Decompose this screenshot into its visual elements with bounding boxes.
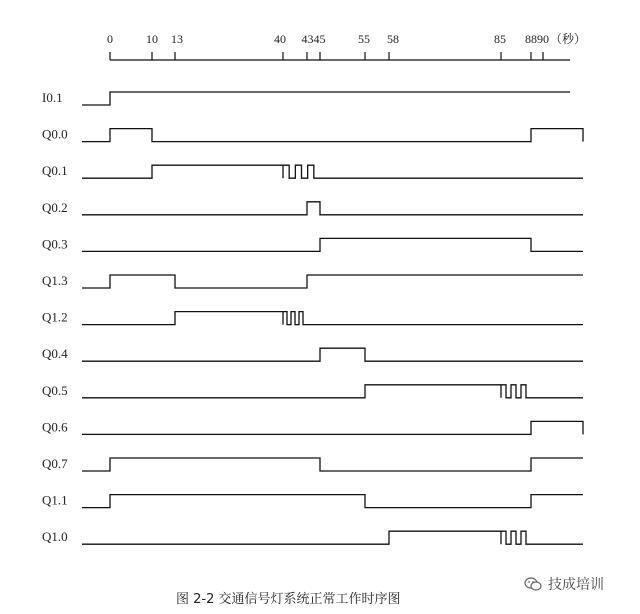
time-axis bbox=[107, 31, 586, 60]
signal-label: Q1.2 bbox=[42, 309, 68, 325]
watermark-text: 技成培训 bbox=[548, 577, 604, 593]
signal-waveform bbox=[82, 531, 583, 544]
signal-row bbox=[42, 236, 583, 251]
signal-row bbox=[42, 310, 583, 325]
axis-tick-label: 10 bbox=[146, 32, 158, 46]
axis-tick-label: 0 bbox=[107, 32, 113, 46]
axis-tick-label: 85 bbox=[494, 32, 506, 46]
signal-row bbox=[42, 90, 570, 105]
signal-row bbox=[42, 127, 583, 142]
signal-label: Q1.3 bbox=[42, 273, 68, 288]
signal-row bbox=[42, 419, 583, 434]
signal-label: Q0.4 bbox=[42, 346, 68, 362]
signal-row bbox=[42, 163, 583, 178]
signal-waveform bbox=[82, 385, 583, 398]
signal-waveform bbox=[82, 238, 583, 251]
signal-row bbox=[42, 200, 583, 215]
signal-label: Q0.3 bbox=[42, 236, 68, 252]
signal-row bbox=[42, 529, 583, 544]
signal-waveform bbox=[82, 275, 583, 288]
axis-tick-label: 55 bbox=[358, 32, 370, 46]
figure-caption: 图 2-2 交通信号灯系统正常工作时序图 bbox=[176, 592, 401, 607]
signal-label: I0.1 bbox=[42, 90, 63, 105]
axis-unit-label: （秒） bbox=[550, 32, 587, 46]
signal-row bbox=[42, 493, 583, 508]
signal-label: Q1.1 bbox=[42, 492, 68, 508]
signal-row bbox=[42, 383, 583, 398]
signal-waveform bbox=[82, 348, 583, 361]
signal-waveform bbox=[82, 312, 583, 325]
signal-waveform bbox=[82, 129, 583, 142]
signal-label: Q0.2 bbox=[42, 199, 68, 215]
signal-label: Q0.6 bbox=[42, 419, 68, 435]
signal-label: Q1.0 bbox=[42, 529, 68, 545]
signal-label: Q0.7 bbox=[42, 456, 68, 471]
signal-label: Q0.5 bbox=[42, 382, 68, 398]
axis-tick-label: 13 bbox=[171, 32, 183, 46]
signal-waveform bbox=[82, 202, 583, 215]
axis-tick-label: 40 bbox=[274, 32, 286, 46]
axis-tick-label: 58 bbox=[387, 32, 399, 46]
axis-tick-label: 4345 bbox=[301, 32, 326, 46]
signal-waveforms bbox=[42, 90, 583, 544]
signal-waveform bbox=[82, 458, 583, 471]
signal-waveform bbox=[82, 421, 583, 434]
signal-waveform bbox=[82, 495, 583, 508]
axis-tick-label: 8890 bbox=[525, 32, 549, 46]
signal-row bbox=[42, 273, 583, 288]
signal-row bbox=[42, 346, 583, 361]
signal-waveform bbox=[82, 165, 583, 178]
signal-label: Q0.1 bbox=[42, 163, 68, 179]
signal-label: Q0.0 bbox=[42, 126, 68, 142]
wechat-icon bbox=[524, 576, 542, 592]
watermark bbox=[524, 574, 604, 594]
signal-row bbox=[42, 456, 583, 471]
signal-waveform bbox=[82, 92, 570, 105]
